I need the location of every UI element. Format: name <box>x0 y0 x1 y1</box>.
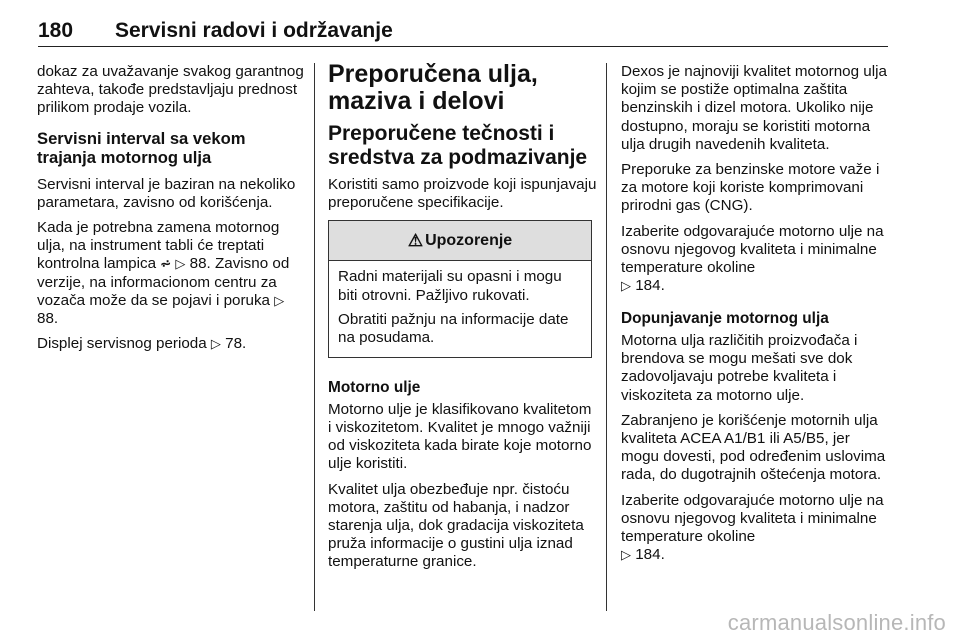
page-ref-link[interactable]: 88 <box>37 310 54 328</box>
warning-triangle-icon: ⚠ <box>407 230 424 250</box>
heading-recommended: Preporučena ulja, maziva i delovi <box>328 60 538 115</box>
text: Izaberite odgovarajuće motorno ulje na osnovu njegovog kvaliteta i minimalne temperature okoline <box>621 222 884 277</box>
paragraph: dokaz za uvažavanje svakog garantnog zahteva, takođe predstavljaju prednost prilikom prodaje vozila. <box>37 63 304 117</box>
heading-fluids: Preporučene tečnosti i sredstva za podmazivanje <box>328 122 588 169</box>
column-left <box>37 63 309 360</box>
paragraph: Preporuke za benzinske motore važe i za motore koji koriste komprimovani prirodni gas (CNG). <box>621 161 880 215</box>
warning-box <box>328 220 592 358</box>
text: . <box>660 546 665 564</box>
column-middle <box>328 60 598 579</box>
column-divider <box>314 63 315 611</box>
paragraph: Koristiti samo proizvode koji ispunjavaju preporučene specifikacije. <box>328 176 597 212</box>
text: Kada je potrebna zamena motornog ulja, na instrument tabli će treptati kontrolna lampica <box>37 219 280 273</box>
watermark: carmanualsonline.info <box>727 610 946 635</box>
page-ref-arrow-icon: ▷ <box>621 278 631 294</box>
page-header <box>38 16 888 47</box>
warning-body <box>329 261 591 357</box>
paragraph <box>621 492 887 565</box>
page-ref-arrow-icon: ▷ <box>274 292 285 308</box>
paragraph-oil-change <box>37 219 309 328</box>
paragraph <box>37 335 309 353</box>
heading-engine-oil: Motorno ulje <box>328 379 421 397</box>
warning-header <box>329 221 591 261</box>
text: . <box>242 335 247 353</box>
page-number: 180 <box>38 19 74 42</box>
heading-topping-up: Dopunjavanje motornog ulja <box>621 310 829 328</box>
page-ref-arrow-icon: ▷ <box>175 256 186 272</box>
column-right <box>621 63 887 571</box>
text: . Zavisno od verzije, na informacionom centru za vozača može da se pojavi i poruka <box>37 255 290 309</box>
paragraph <box>621 223 887 296</box>
page-ref-link[interactable]: 78 <box>225 335 243 353</box>
warning-text: Obratiti pažnju na informacije date na posudama. <box>338 310 569 347</box>
text: Izaberite odgovarajuće motorno ulje na osnovu njegovog kvaliteta i minimalne temperature okoline <box>621 491 884 545</box>
paragraph: Motorna ulja različitih proizvođača i brendova se mogu mešati sve dok zadovoljavaju potrebe kvaliteta i viskoziteta za motorno ulje. <box>621 331 858 404</box>
page-ref-link[interactable]: 184 <box>635 277 661 295</box>
oil-change-lamp-icon: ⩫ <box>160 256 172 272</box>
page-ref-link[interactable]: 88 <box>189 255 207 273</box>
heading-service-interval: Servisni interval sa vekom trajanja motornog ulja <box>37 128 246 168</box>
paragraph: Zabranjeno je korišćenje motornih ulja kvaliteta ACEA A1/B1 ili A5/B5, jer mogu dovesti, pod određenim uslovima rada, do dugotrajnih oštećenja motora. <box>621 411 886 484</box>
page-ref-arrow-icon: ▷ <box>621 547 631 563</box>
paragraph: Dexos je najnoviji kvalitet motornog ulja kojim se postiže optimalna zaštita benzinskih i dizel motora. Ukoliko nije dostupno, moraju se koristiti motorna ulja drugih navedenih kvaliteta. <box>621 63 887 153</box>
paragraph: Servisni interval je baziran na nekoliko parametara, zavisno od korišćenja. <box>37 175 296 211</box>
section-title: Servisni radovi i održavanje <box>115 19 393 42</box>
text: . <box>53 310 59 328</box>
page-ref-link[interactable]: 184 <box>635 546 661 564</box>
column-divider <box>606 63 607 611</box>
warning-title: Upozorenje <box>425 231 513 249</box>
text: . <box>660 277 665 295</box>
page-ref-arrow-icon: ▷ <box>210 336 221 352</box>
warning-text: Radni materijali su opasni i mogu biti otrovni. Pažljivo rukovati. <box>338 268 562 304</box>
text: Displej servisnog perioda <box>37 335 211 353</box>
paragraph: Kvalitet ulja obezbeđuje npr. čistoću motora, zaštitu od habanja, i nadzor starenja ulja, dok gradacija viskoziteta pruža informacije o gustini ulja iznad temperaturne granice. <box>328 480 584 571</box>
paragraph: Motorno ulje je klasifikovano kvalitetom i viskozitetom. Kvalitet je mnogo važniji od viskoziteta kada birate koje motorno ulje koristiti. <box>328 400 592 473</box>
